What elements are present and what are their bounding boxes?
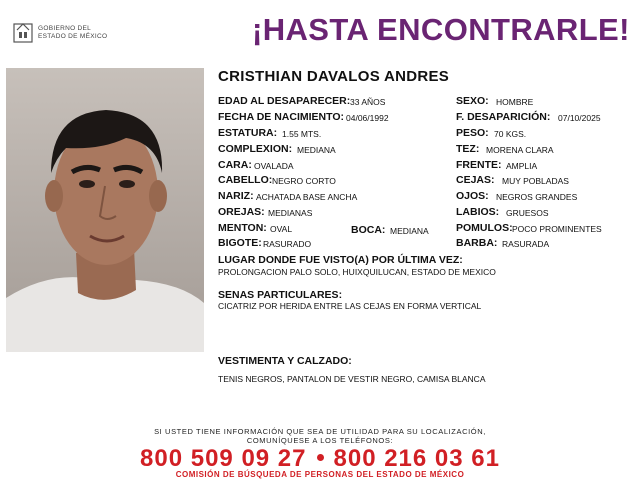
- value-menton: OVAL: [270, 224, 293, 234]
- commission-name: COMISIÓN DE BÚSQUEDA DE PERSONAS DEL ESTADO DE MÉXICO: [175, 470, 465, 479]
- value-frente: AMPLIA: [506, 161, 538, 171]
- label-fecha-nacimiento: FECHA DE NACIMIENTO:: [218, 111, 344, 123]
- person-portrait-image: [6, 68, 204, 352]
- label-fecha-desaparicion: F. DESAPARICIÓN:: [456, 111, 551, 123]
- logo-text-line2: ESTADO DE MÉXICO: [38, 33, 108, 40]
- phone-numbers: [0, 445, 640, 473]
- label-cejas: CEJAS:: [456, 174, 495, 186]
- label-orejas: OREJAS:: [218, 206, 265, 218]
- value-edad: 33 AÑOS: [350, 97, 386, 107]
- value-peso: 70 KGS.: [494, 129, 527, 139]
- value-boca: MEDIANA: [390, 226, 429, 236]
- contact-info-line2: COMUNÍQUESE A LOS TELÉFONOS:: [246, 436, 394, 445]
- state-seal-icon: [12, 20, 34, 44]
- headline: ¡HASTA ENCONTRARLE!: [252, 12, 630, 47]
- value-fecha-nacimiento: 04/06/1992: [346, 113, 389, 123]
- value-marks: CICATRIZ POR HERIDA ENTRE LAS CEJAS EN FORMA VERTICAL: [218, 301, 482, 311]
- missing-person-photo: [6, 68, 204, 352]
- contact-info-line1: SI USTED TIENE INFORMACIÓN QUE SEA DE UTILIDAD PARA SU LOCALIZACIÓN,: [154, 427, 486, 436]
- label-estatura: ESTATURA:: [218, 127, 278, 139]
- label-menton: MENTON:: [218, 222, 267, 234]
- value-orejas: MEDIANAS: [268, 208, 313, 218]
- label-cara: CARA:: [218, 159, 252, 171]
- label-tez: TEZ:: [456, 143, 480, 155]
- label-peso: PESO:: [456, 127, 489, 139]
- label-clothing: VESTIMENTA Y CALZADO:: [218, 355, 352, 367]
- value-barba: RASURADA: [502, 239, 550, 249]
- label-complexion: COMPLEXION:: [218, 143, 293, 155]
- label-ojos: OJOS:: [456, 190, 489, 202]
- value-ojos: NEGROS GRANDES: [496, 192, 578, 202]
- value-estatura: 1.55 MTS.: [282, 129, 322, 139]
- logo-text-line1: GOBIERNO DEL: [38, 25, 92, 32]
- value-nariz: ACHATADA BASE ANCHA: [256, 192, 358, 202]
- value-fecha-desaparicion: 07/10/2025: [558, 113, 601, 123]
- label-cabello: CABELLO:: [218, 174, 273, 186]
- value-complexion: MEDIANA: [297, 145, 336, 155]
- value-tez: MORENA CLARA: [486, 145, 554, 155]
- value-cabello: NEGRO CORTO: [272, 176, 336, 186]
- value-pomulos: POCO PROMINENTES: [512, 224, 602, 234]
- value-cejas: MUY POBLADAS: [502, 176, 569, 186]
- label-bigote: BIGOTE:: [218, 237, 262, 249]
- label-marks: SENAS PARTICULARES:: [218, 289, 343, 301]
- phone-number-2[interactable]: 800 216 03 61: [333, 445, 500, 472]
- label-last-seen: LUGAR DONDE FUE VISTO(A) POR ÚLTIMA VEZ:: [218, 254, 463, 266]
- label-barba: BARBA:: [456, 237, 498, 249]
- value-bigote: RASURADO: [263, 239, 312, 249]
- value-labios: GRUESOS: [506, 208, 549, 218]
- value-cara: OVALADA: [254, 161, 294, 171]
- value-last-seen: PROLONGACION PALO SOLO, HUIXQUILUCAN, ESTADO DE MEXICO: [218, 267, 496, 277]
- label-edad: EDAD AL DESAPARECER:: [218, 95, 351, 107]
- missing-person-name: CRISTHIAN DAVALOS ANDRES: [218, 68, 450, 85]
- label-nariz: NARIZ:: [218, 190, 254, 202]
- value-sexo: HOMBRE: [496, 97, 534, 107]
- phone-number-1[interactable]: 800 509 09 27: [140, 445, 307, 472]
- label-sexo: SEXO:: [456, 95, 489, 107]
- value-clothing: TENIS NEGROS, PANTALON DE VESTIR NEGRO, CAMISA BLANCA: [218, 374, 486, 384]
- state-government-logo: [12, 18, 122, 50]
- label-frente: FRENTE:: [456, 159, 502, 171]
- label-pomulos: POMULOS:: [456, 222, 513, 234]
- bullet-dot-icon: [317, 454, 324, 461]
- label-labios: LABIOS:: [456, 206, 500, 218]
- label-boca: BOCA:: [351, 224, 386, 236]
